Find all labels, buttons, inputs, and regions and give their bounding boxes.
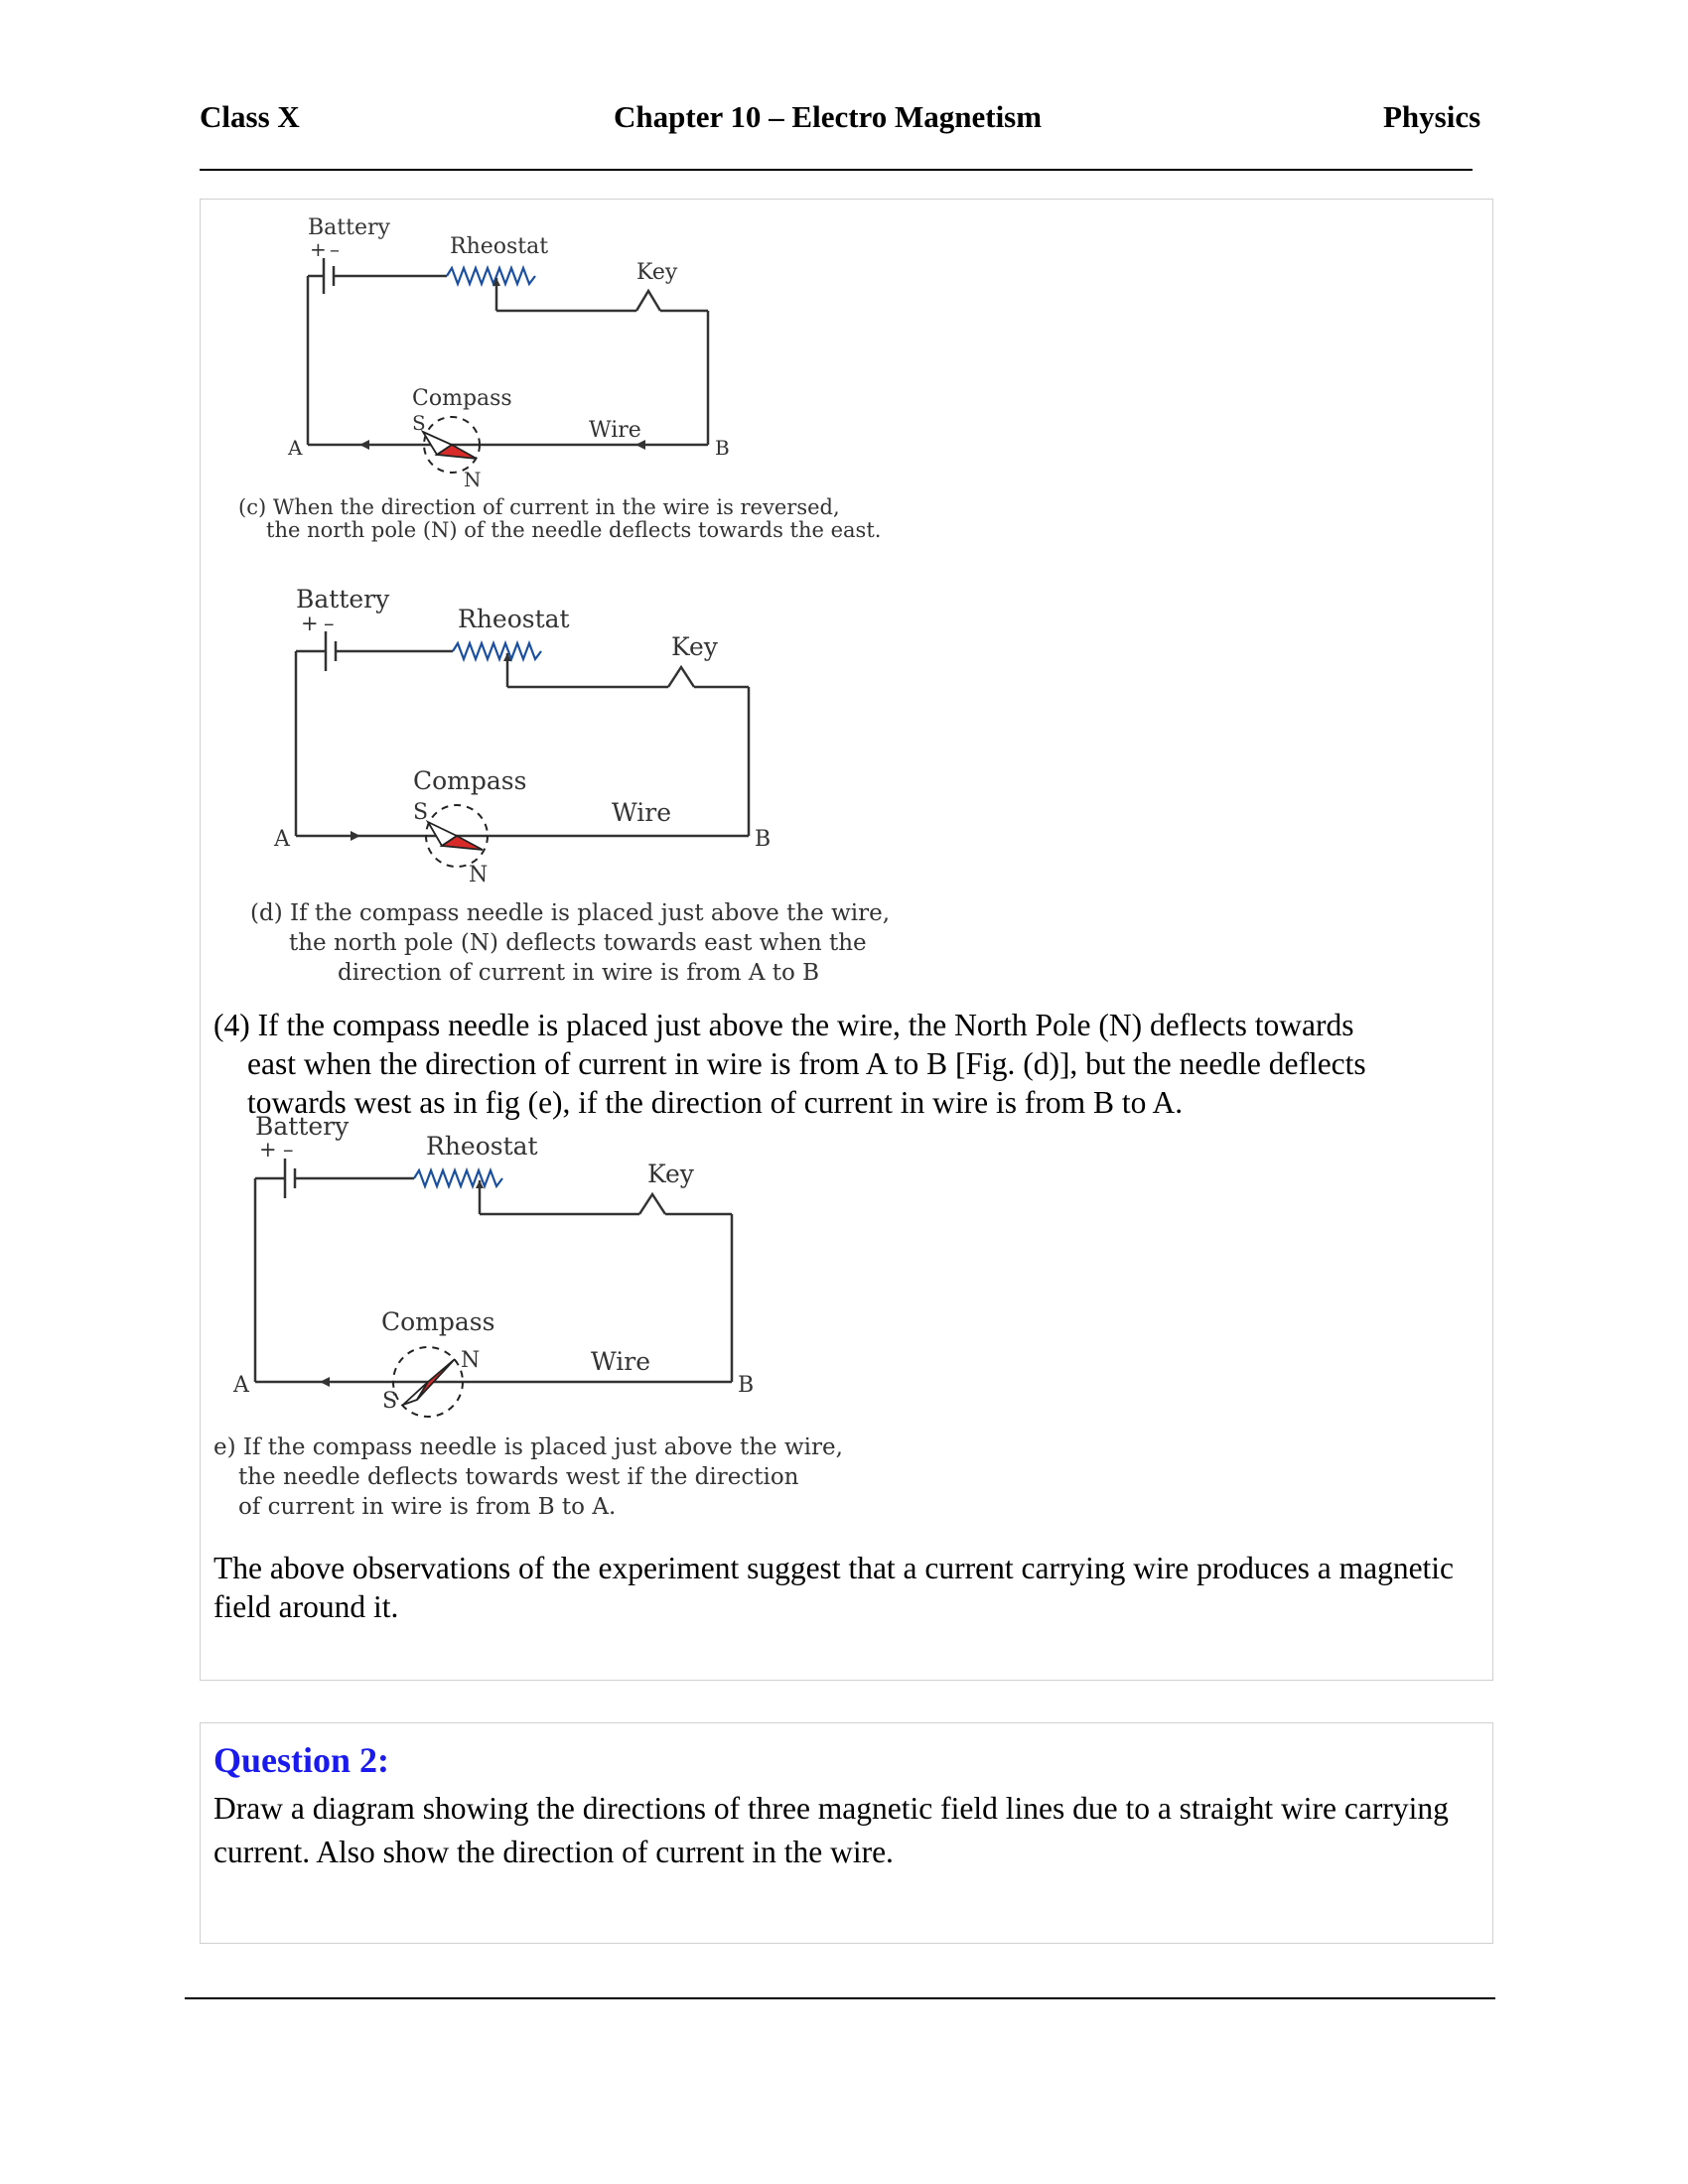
circuit-d [273,585,771,887]
observation-4-line-2: east when the direction of current in wire is from A to B [Fig. (d)], but the needle deflects [247,1046,1366,1081]
key-label: Key [636,260,678,285]
figure-d-caption-3: direction of current in wire is from A to B [338,960,820,986]
question-2-text: Draw a diagram showing the directions of three magnetic field lines due to a straight wire carrying current. Also show the direction of current in the wire. [213,1791,1449,1869]
point-b-label: B [715,436,730,460]
header-divider [200,169,1473,171]
plus-sign: + [310,237,327,261]
needle-north-label: N [469,863,489,887]
needle-south-label: S [382,1389,398,1414]
header-chapter: Chapter 10 – Electro Magnetism [614,99,1043,134]
minus-sign: – [324,612,335,635]
circuit-c [287,215,730,491]
needle-north-label: N [461,1348,481,1373]
point-a-label: A [274,827,290,852]
header-subject: Physics [1383,99,1481,134]
rheostat-zigzag [447,268,535,284]
key-label: Key [671,632,718,661]
figure-d-caption-2: the north pole (N) deflects towards east when the [289,930,867,956]
circuit-e [232,1112,754,1417]
wire-label: Wire [589,418,641,443]
figure-d [0,576,894,1003]
figure-e-caption-3: of current in wire is from B to A. [238,1494,617,1520]
rheostat-zigzag [453,643,541,659]
figure-e-caption-2: the needle deflects towards west if the direction [238,1464,799,1490]
wire-label: Wire [612,798,671,827]
question-2-title: Question 2: [213,1740,390,1780]
rheostat-zigzag [414,1170,502,1186]
minus-sign: – [283,1138,294,1161]
header-class: Class X [200,99,300,134]
minus-sign: – [330,237,340,261]
figure-e-caption-1: e) If the compass needle is placed just above the wire, [213,1434,843,1460]
figure-d-caption-1: (d) If the compass needle is placed just above the wire, [250,900,891,926]
observation-4-paragraph [213,1006,1455,1122]
point-b-label: B [738,1373,755,1398]
plus-sign: + [259,1138,277,1161]
plus-sign: + [301,612,319,635]
battery-label: Battery [255,1112,350,1141]
point-b-label: B [755,827,772,852]
footer-divider [185,1997,1495,1999]
rheostat-label: Rheostat [450,234,549,259]
compass-label: Compass [413,766,527,795]
compass-label: Compass [381,1307,495,1336]
observation-4-line-1: (4) If the compass needle is placed just above the wire, the North Pole (N) deflects towards [213,1008,1354,1042]
figure-c-caption-1: (c) When the direction of current in the wire is reversed, [238,495,840,519]
wire-label: Wire [591,1347,650,1376]
rheostat-label: Rheostat [458,605,570,633]
point-a-label: A [233,1373,249,1398]
rheostat-label: Rheostat [426,1132,538,1160]
battery-label: Battery [296,585,390,614]
battery-label: Battery [308,215,390,240]
point-a-label: A [288,436,303,460]
figure-e [0,1107,894,1544]
observation-4-line-3: towards west as in fig (e), if the direction of current in wire is from B to A. [247,1085,1184,1120]
figure-c-caption-2: the north pole (N) of the needle deflects towards the east. [266,518,882,542]
compass-label: Compass [412,386,512,411]
conclusion-paragraph: The above observations of the experiment suggest that a current carrying wire produces a magnetic field around it. [213,1551,1455,1624]
key-label: Key [647,1160,694,1188]
figure-c [0,199,894,556]
needle-south-label: S [413,800,429,825]
needle-north-label: N [464,468,482,491]
needle-south-label: S [412,411,426,435]
